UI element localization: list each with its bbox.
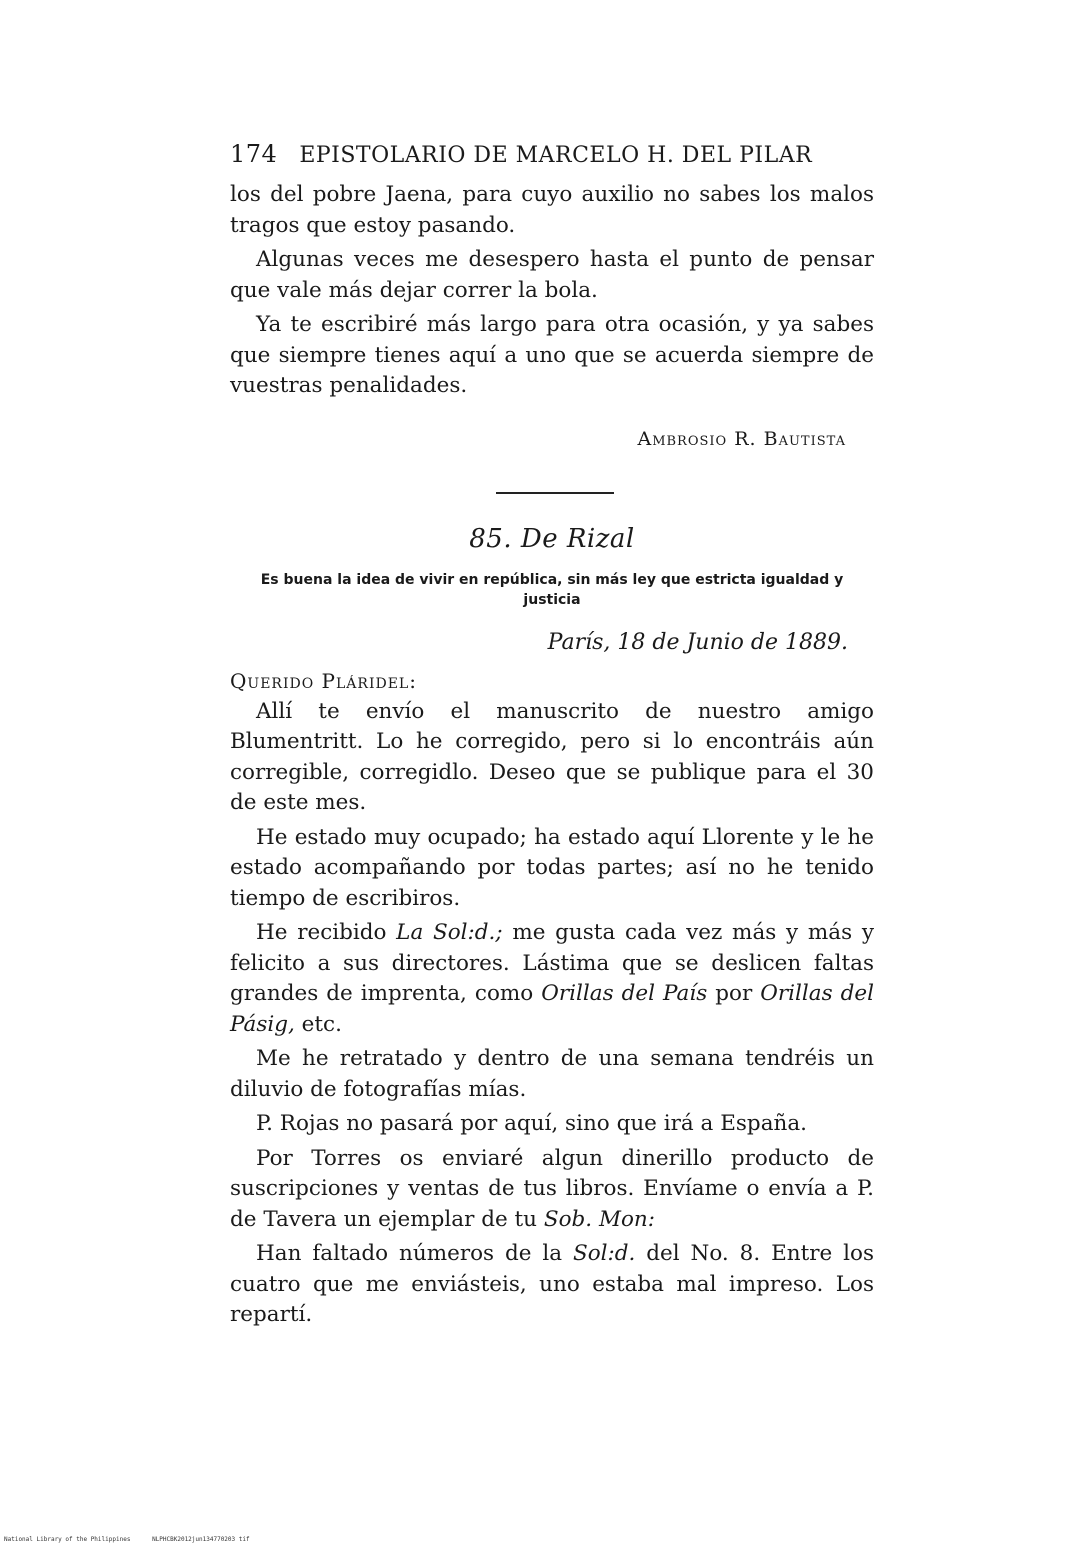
italic-title: Sob. Mon: [543,1206,656,1232]
page-number: 174 [230,140,278,168]
letter-title: 85. De Rizal [469,523,635,554]
letter-paragraph [230,1144,874,1236]
previous-letter-paragraph: los del pobre Jaena, para cuyo auxilio no sabes los malos tragos que estoy pasando. [230,182,874,238]
letter-paragraph [230,918,874,1040]
italic-phrase: Orillas del País [541,981,708,1006]
previous-letter-paragraph: Ya te escribiré más largo para otra ocasión, y ya sabes que siempre tienes aquí a uno que se acuerda siempre de vuestras penalidades. [230,312,874,398]
section-divider [496,492,614,494]
text-run: por [707,981,761,1006]
page-header [230,140,874,168]
italic-title: La Sol:d.; [396,920,503,945]
footer-source: National Library of the Philippines [4,1536,131,1543]
letter-paragraph: He estado muy ocupado; ha estado aquí Llorente y le he estado acompañando por todas partes; así no he tenido tiempo de escribiros. [230,824,874,911]
signature: Ambrosio R. Bautista [637,427,846,450]
salutation: Querido Pláridel: [230,668,417,693]
running-title: EPISTOLARIO DE MARCELO H. DEL PILAR [299,143,813,168]
document-page [230,140,874,1335]
italic-title: Sol:d. [572,1241,636,1266]
italic-phrase: Orillas del Pásig, [230,981,874,1037]
footer-file-id: NLPHCBK2012jun134770203 tif [152,1536,250,1543]
text-run: He recibido [256,920,397,945]
text-run: Han faltado números de la [256,1241,573,1266]
text-run: me gusta cada vez más y más y felicito a sus directores. Lástima que se deslicen faltas grandes de imprenta, como [230,920,874,1006]
text-run: etc. [294,1011,342,1037]
previous-letter-paragraph: Algunas veces me desespero hasta el punto de pensar que vale más dejar correr la bola. [230,247,874,303]
dateline: París, 18 de Junio de 1889. [547,629,848,655]
letter-summary: Es buena la idea de vivir en república, sin más ley que estricta igualdad y justicia [260,571,844,608]
letter-paragraph: Me he retratado y dentro de una semana tendréis un diluvio de fotografías mías. [230,1046,874,1102]
letter-paragraph: Allí te envío el manuscrito de nuestro amigo Blumentritt. Lo he corregido, pero si lo encontráis aún corregible, corregidlo. Deseo que se publique para el 30 de este mes. [230,698,874,815]
scan-footer [4,1536,268,1543]
letter-paragraph [230,1239,874,1331]
text-run: Por Torres os enviaré algun dinerillo producto de suscripciones y ventas de tus libros. Envíame o envía a P. de Tavera un ejemplar de tu [230,1145,874,1232]
text-run: del No. 8. Entre los cuatro que me enviásteis, uno estaba mal impreso. Los repartí. [230,1241,874,1327]
letter-paragraph: P. Rojas no pasará por aquí, sino que irá a España. [256,1111,808,1136]
